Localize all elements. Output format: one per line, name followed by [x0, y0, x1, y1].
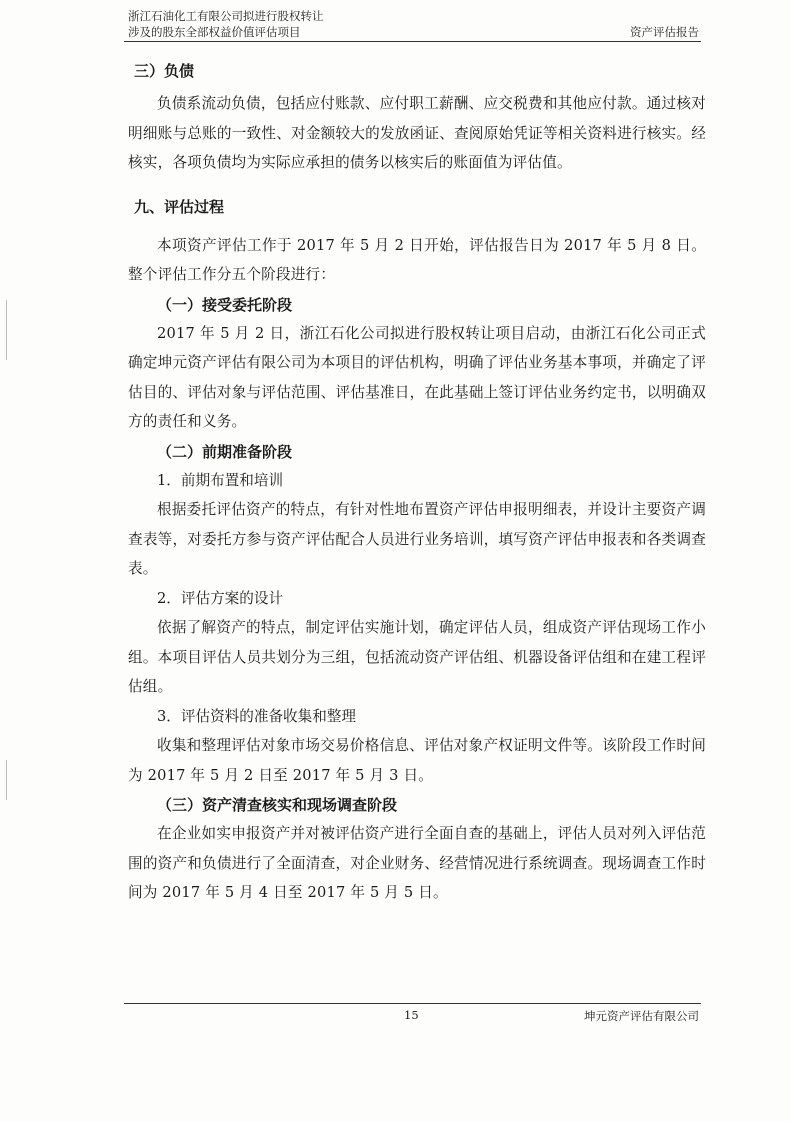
- header-title-line: 浙江石油化工有限公司拟进行股权转让: [128, 9, 324, 23]
- page-header-title: [128, 8, 324, 40]
- footer-divider: [124, 1003, 701, 1004]
- paragraph: 2017 年 5 月 2 日，浙江石化公司拟进行股权转让项目启动，由浙江石化公司正式确定坤元资产评估有限公司为本项目的评估机构，明确了评估业务基本事项，并确定了评估目的、评估对象与评估范围、评估基准日，在此基础上签订评估业务约定书，以明确双方的责任和义务。: [128, 324, 706, 430]
- paragraph: 根据委托评估资产的特点，有针对性地布置资产评估申报明细表，并设计主要资产调查表等，对委托方参与资产评估配合人员进行业务培训，填写资产评估申报表和各类调查表。: [128, 501, 706, 577]
- scan-edge-mark: [6, 300, 7, 360]
- header-divider: [124, 41, 701, 42]
- list-item-title: 1．前期布置和培训: [157, 471, 284, 489]
- scan-edge-mark: [6, 760, 7, 800]
- header-title-line: 涉及的股东全部权益价值评估项目: [128, 25, 301, 39]
- paragraph: 在企业如实申报资产并对被评估资产进行全面自查的基础上，评估人员对列入评估范围的资产和负债进行了全面清查，对企业财务、经营情况进行系统调查。现场调查工作时间为 2017 年 5 月 4 日至 2017 年 5 月 5 日。: [128, 825, 706, 901]
- page-number: 15: [404, 1008, 419, 1022]
- subsection-heading: （一）接受委托阶段: [157, 295, 293, 314]
- paragraph: 收集和整理评估对象市场交易价格信息、评估对象产权证明文件等。该阶段工作时间为 2017 年 5 月 2 日至 2017 年 5 月 3 日。: [128, 737, 706, 784]
- paragraph: 依据了解资产的特点，制定评估实施计划，确定评估人员，组成资产评估现场工作小组。本项目评估人员共划分为三组，包括流动资产评估组、机器设备评估组和在建工程评估组。: [128, 619, 706, 695]
- subsection-heading: （三）资产清查核实和现场调查阶段: [157, 796, 398, 814]
- list-item-title: 2．评估方案的设计: [157, 589, 284, 607]
- footer-company: 坤元资产评估有限公司: [584, 1009, 699, 1023]
- section-heading: 三）负债: [134, 62, 195, 80]
- page-header-doc-type: 资产评估报告: [630, 25, 699, 39]
- paragraph: 本项资产评估工作于 2017 年 5 月 2 日开始，评估报告日为 2017 年 5 月 8 日。整个评估工作分五个阶段进行：: [128, 236, 706, 283]
- paragraph: 负债系流动负债，包括应付账款、应付职工薪酬、应交税费和其他应付款。通过核对明细账与总账的一致性、对金额较大的发放函证、查阅原始凭证等相关资料进行核实。经核实，各项负债均为实际应承担的债务以核实后的账面值为评估值。: [128, 95, 706, 171]
- list-item-title: 3．评估资料的准备收集和整理: [157, 707, 357, 725]
- section-heading: 九、评估过程: [134, 197, 225, 216]
- document-body: [128, 52, 706, 908]
- subsection-heading: （二）前期准备阶段: [157, 442, 293, 461]
